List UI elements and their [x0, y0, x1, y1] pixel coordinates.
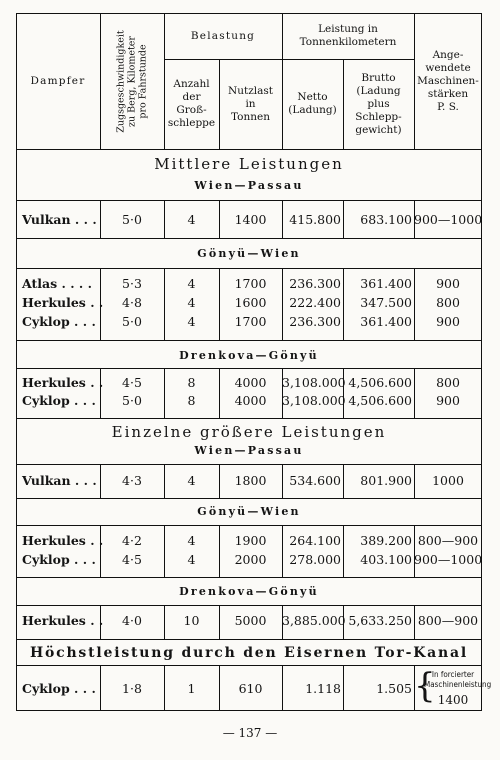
- route-label: Gönyü—Wien: [197, 505, 301, 518]
- cell-ps: 800—900: [417, 533, 479, 548]
- cell-dampfer: Cyklop . . .: [22, 393, 96, 408]
- cell-brutto: 1.505: [376, 681, 412, 696]
- cell-anzahl: 4: [187, 552, 196, 567]
- cell-netto: 3,885.000: [282, 613, 346, 628]
- cell-speed: 5·0: [122, 314, 142, 329]
- cell-ps: 900: [436, 276, 460, 291]
- cell-netto: 3,108.000: [282, 375, 346, 390]
- cell-ps: 1400: [437, 693, 469, 707]
- cell-brutto: 361.400: [360, 276, 412, 291]
- cell-anzahl: 1: [187, 681, 196, 696]
- header-speed-line: zu Berg, Kilometer: [126, 35, 138, 127]
- cell-brutto: 403.100: [360, 552, 412, 567]
- cell-brutto: 389.200: [360, 533, 412, 548]
- header-leistung: [282, 13, 414, 59]
- cell-brutto: 361.400: [360, 314, 412, 329]
- cell-nutzlast: 4000: [234, 375, 267, 390]
- cell-nutzlast: 4000: [234, 393, 267, 408]
- cell-speed: 4·3: [122, 473, 142, 488]
- cell-nutzlast: 1700: [234, 314, 267, 329]
- header-belastung: Belastung: [190, 30, 256, 42]
- header-anzahl-line: schleppe: [167, 117, 216, 129]
- cell-brutto: 801.900: [360, 473, 412, 488]
- section-title-einzelne: Einzelne größere Leistungen: [111, 423, 387, 441]
- cell-brutto: 683.100: [360, 212, 412, 227]
- cell-dampfer: Herkules . .: [22, 613, 104, 628]
- cell-dampfer: Herkules . .: [22, 533, 104, 548]
- section-line: [16, 498, 482, 499]
- table-row: [16, 679, 492, 698]
- table-row: [16, 550, 482, 569]
- header-leistung-line: Tonnenkilometern: [299, 36, 397, 48]
- header-nutzlast-line: in: [245, 97, 256, 110]
- header-speed-line: Zugsgeschwindigkeit: [115, 29, 127, 133]
- route-label: Drenkova—Gönyü: [179, 585, 319, 598]
- cell-anzahl: 4: [187, 314, 196, 329]
- cell-speed: 4·0: [122, 613, 142, 628]
- section-line: [16, 464, 482, 465]
- cell-anzahl: 8: [187, 393, 196, 408]
- header-netto-line: (Ladung): [288, 104, 337, 116]
- cell-speed: 5·3: [122, 276, 142, 291]
- section-line: [16, 200, 482, 201]
- cell-anzahl: 4: [187, 276, 196, 291]
- cell-speed: 4·5: [122, 375, 142, 390]
- cell-dampfer: Vulkan . . .: [22, 473, 97, 488]
- cell-anzahl: 4: [187, 533, 196, 548]
- cell-nutzlast: 1600: [234, 295, 267, 310]
- cell-brutto: 5,633.250: [348, 613, 412, 628]
- header-brutto-line: (Ladung: [356, 84, 401, 97]
- table-row: [16, 312, 482, 331]
- header-anzahl-line: Groß-: [176, 104, 207, 116]
- header-brutto-line: Schlepp-: [355, 110, 402, 123]
- section-line: [16, 368, 482, 369]
- header-netto-line: Netto: [297, 91, 328, 103]
- cell-netto: 264.100: [289, 533, 341, 548]
- table-row: [16, 611, 482, 630]
- table-row: [16, 373, 482, 392]
- table-row: [16, 293, 482, 312]
- cell-dampfer: Atlas . . . .: [22, 276, 92, 291]
- header-speed-line: pro Fahrstunde: [137, 43, 149, 119]
- cell-netto: 222.400: [289, 295, 341, 310]
- header-brutto-line: gewicht): [355, 123, 402, 136]
- cell-ps: 800—900: [417, 613, 479, 628]
- cell-netto: 236.300: [289, 276, 341, 291]
- page-number: — 137 —: [222, 726, 278, 740]
- table-row: [16, 531, 482, 550]
- cell-anzahl: 10: [183, 613, 200, 628]
- header-nutzlast-line: Tonnen: [230, 110, 270, 123]
- cell-nutzlast: 1800: [234, 473, 267, 488]
- section-title-mittlere: Mittlere Leistungen: [154, 155, 344, 173]
- section-line: [16, 340, 482, 341]
- section-line: [16, 605, 482, 606]
- cell-dampfer: Herkules . .: [22, 375, 104, 390]
- cell-ps: 800: [436, 375, 460, 390]
- header-ps-line: Maschinen-: [417, 74, 479, 87]
- cell-nutzlast: 1400: [234, 212, 267, 227]
- cell-nutzlast: 2000: [234, 552, 267, 567]
- cell-speed: 4·2: [122, 533, 142, 548]
- cell-anzahl: 4: [187, 212, 196, 227]
- table-row: [16, 471, 482, 490]
- cell-netto: 415.800: [289, 212, 341, 227]
- header-brutto: [343, 59, 414, 149]
- cell-netto: 534.600: [289, 473, 341, 488]
- header-ps-line: Ange-: [432, 48, 464, 61]
- section-title-hoechst: Höchstleistung durch den Eisernen Tor-Kanal: [29, 645, 469, 661]
- header-anzahl-line: Anzahl: [173, 78, 210, 90]
- cell-speed: 5·0: [122, 393, 142, 408]
- header-ps-line: stärken: [427, 87, 469, 100]
- route-label: Drenkova—Gönyü: [179, 349, 319, 362]
- brace-symbol: {: [414, 666, 436, 706]
- cell-netto: 278.000: [289, 552, 341, 567]
- route-label: Wien—Passau: [194, 179, 304, 192]
- cell-ps: 900—1000: [414, 212, 483, 227]
- section-line: [16, 639, 482, 640]
- route-label: Gönyü—Wien: [197, 247, 301, 260]
- cell-ps: 900: [436, 393, 460, 408]
- cell-anzahl: 4: [187, 295, 196, 310]
- cell-dampfer: Cyklop . . .: [22, 552, 96, 567]
- cell-ps: 900: [436, 314, 460, 329]
- cell-speed: 4·5: [122, 552, 142, 567]
- cell-nutzlast: 610: [238, 681, 263, 696]
- header-anzahl-line: der: [182, 91, 201, 103]
- cell-ps: 1000: [432, 473, 464, 488]
- header-speed: [100, 13, 164, 149]
- section-line: [16, 525, 482, 526]
- header-ps-line: P. S.: [437, 100, 459, 113]
- cell-ps: 800: [436, 295, 460, 310]
- cell-nutzlast: 5000: [234, 613, 267, 628]
- header-leistung-line: Leistung in: [318, 23, 378, 35]
- section-line: [16, 665, 482, 666]
- table-row: [16, 210, 482, 229]
- header-ps-line: wendete: [425, 61, 471, 74]
- header-brutto-line: plus: [367, 97, 390, 110]
- section-line: [16, 577, 482, 578]
- header-anzahl: [164, 59, 219, 149]
- cell-brutto: 4,506.600: [348, 375, 412, 390]
- footnote-line: In forcierter: [431, 670, 475, 679]
- cell-speed: 1·8: [122, 681, 142, 696]
- header-ps: [414, 13, 482, 149]
- cell-dampfer: Cyklop . . .: [22, 681, 96, 696]
- table-row: [16, 391, 482, 410]
- section-line: [16, 418, 482, 419]
- cell-brutto: 4,506.600: [348, 393, 412, 408]
- cell-speed: 5·0: [122, 212, 142, 227]
- cell-anzahl: 4: [187, 473, 196, 488]
- footnote-forciert: [424, 670, 492, 708]
- route-label: Wien—Passau: [194, 444, 304, 457]
- header-nutzlast: [219, 59, 282, 149]
- cell-netto: 1.118: [305, 681, 341, 696]
- header-brutto-line: Brutto: [361, 71, 396, 84]
- cell-speed: 4·8: [122, 295, 142, 310]
- cell-anzahl: 8: [187, 375, 196, 390]
- header-nutzlast-line: Nutzlast: [228, 84, 273, 97]
- footnote-line: Maschinenleistung: [424, 680, 492, 689]
- cell-netto: 3,108.000: [282, 393, 346, 408]
- header-bottom-line: [16, 149, 482, 150]
- table-row: [16, 274, 482, 293]
- header-dampfer: Dampfer: [30, 75, 86, 87]
- header-netto: [282, 59, 343, 149]
- cell-dampfer: Herkules . .: [22, 295, 104, 310]
- cell-brutto: 347.500: [360, 295, 412, 310]
- cell-nutzlast: 1900: [234, 533, 267, 548]
- cell-dampfer: Cyklop . . .: [22, 314, 96, 329]
- cell-nutzlast: 1700: [234, 276, 267, 291]
- section-line: [16, 268, 482, 269]
- cell-netto: 236.300: [289, 314, 341, 329]
- section-line: [16, 238, 482, 239]
- cell-ps: 900—1000: [414, 552, 483, 567]
- cell-dampfer: Vulkan . . .: [22, 212, 97, 227]
- performance-table: [16, 13, 492, 711]
